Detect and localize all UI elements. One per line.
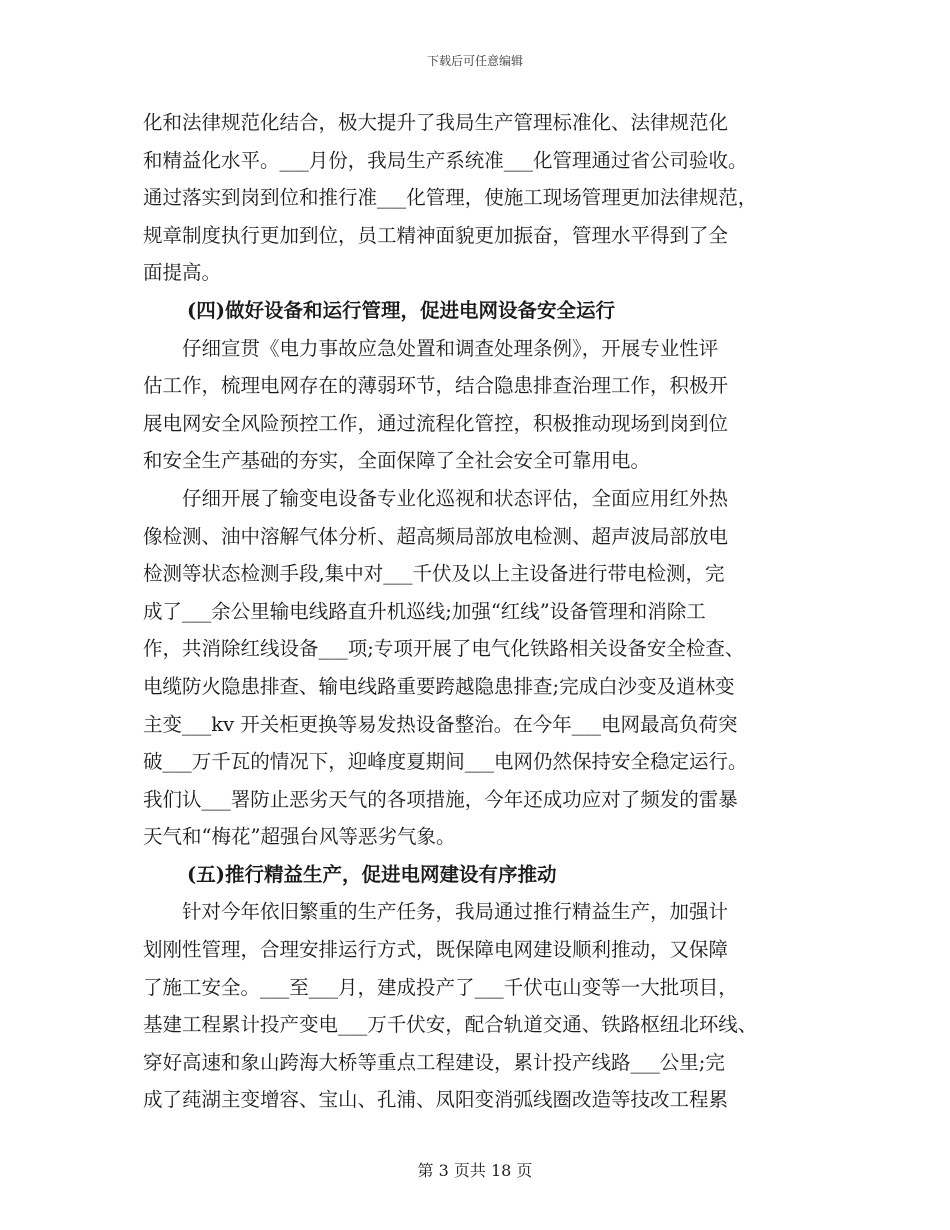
paragraph-line: 和安全生产基础的夯实，全面保障了全社会安全可靠用电。 xyxy=(143,449,651,473)
paragraph-line: 像检测、油中溶解气体分析、超高频局部放电检测、超声波局部放电 xyxy=(143,524,729,548)
paragraph-line: 针对今年依旧繁重的生产任务，我局通过推行精益生产，加强计 xyxy=(143,900,729,924)
paragraph-line: 检测等状态检测手段,集中对___千伏及以上主设备进行带电检测，完 xyxy=(143,562,725,586)
paragraph-line: 天气和“梅花”超强台风等恶劣气象。 xyxy=(143,825,456,849)
paragraph-line: 作，共消除红线设备___项;专项开展了电气化铁路相关设备安全检查、 xyxy=(143,637,745,661)
paragraph-line: 了施工安全。___至___月，建成投产了___千伏屯山变等一大批项目， xyxy=(143,975,738,999)
section-heading: (五)推行精益生产，促进电网建设有序推动 xyxy=(187,862,557,886)
paragraph-line: 规章制度执行更加到位，员工精神面貌更加振奋，管理水平得到了全 xyxy=(143,223,729,247)
paragraph-line: 化和法律规范化结合，极大提升了我局生产管理标准化、法律规范化 xyxy=(143,111,729,134)
page-footer: 第 3 页共 18 页 xyxy=(417,1161,533,1180)
paragraph-line: 成了___余公里输电线路直升机巡线;加强“红线”设备管理和消除工 xyxy=(143,599,706,623)
paragraph-line: 面提高。 xyxy=(143,261,222,285)
paragraph-line: 仔细宣贯《电力事故应急处置和调查处理条例》，开展专业性评 xyxy=(143,336,719,360)
paragraph-line: 电缆防火隐患排查、输电线路重要跨越隐患排查;完成白沙变及逍林变 xyxy=(143,674,735,698)
page-header: 下载后可任意编辑 xyxy=(426,54,523,68)
document-body xyxy=(143,104,823,1119)
paragraph-line: 穿好高速和象山跨海大桥等重点工程建设，累计投产线路___公里;完 xyxy=(143,1050,725,1074)
paragraph-line: 我们认___署防止恶劣天气的各项措施，今年还成功应对了频发的雷暴 xyxy=(143,787,738,811)
paragraph-line: 通过落实到岗到位和推行准___化管理，使施工现场管理更加法律规范， xyxy=(143,186,758,210)
paragraph-line: 估工作，梳理电网存在的薄弱环节，结合隐患排查治理工作，积极开 xyxy=(143,374,729,398)
paragraph-line: 仔细开展了输变电设备专业化巡视和状态评估，全面应用红外热 xyxy=(143,486,729,510)
paragraph-line: 展电网安全风险预控工作，通过流程化管控，积极推动现场到岗到位 xyxy=(143,411,729,435)
paragraph-line: 基建工程累计投产变电___万千伏安，配合轨道交通、铁路枢纽北环线、 xyxy=(143,1013,758,1037)
paragraph-line: 成了莼湖主变增容、宝山、孔浦、凤阳变消弧线圈改造等技改工程累 xyxy=(143,1088,729,1112)
paragraph-line: 破___万千瓦的情况下，迎峰度夏期间___电网仍然保持安全稳定运行。 xyxy=(143,750,748,774)
paragraph-line: 划刚性管理，合理安排运行方式，既保障电网建设顺利推动，又保障 xyxy=(143,938,729,962)
paragraph-line: 和精益化水平。___月份，我局生产系统准___化管理通过省公司验收。 xyxy=(143,148,748,172)
section-heading: (四)做好设备和运行管理，促进电网设备安全运行 xyxy=(187,298,615,322)
paragraph-line: 主变___kv 开关柜更换等易发热设备整治。在今年___电网最高负荷突 xyxy=(143,712,738,736)
